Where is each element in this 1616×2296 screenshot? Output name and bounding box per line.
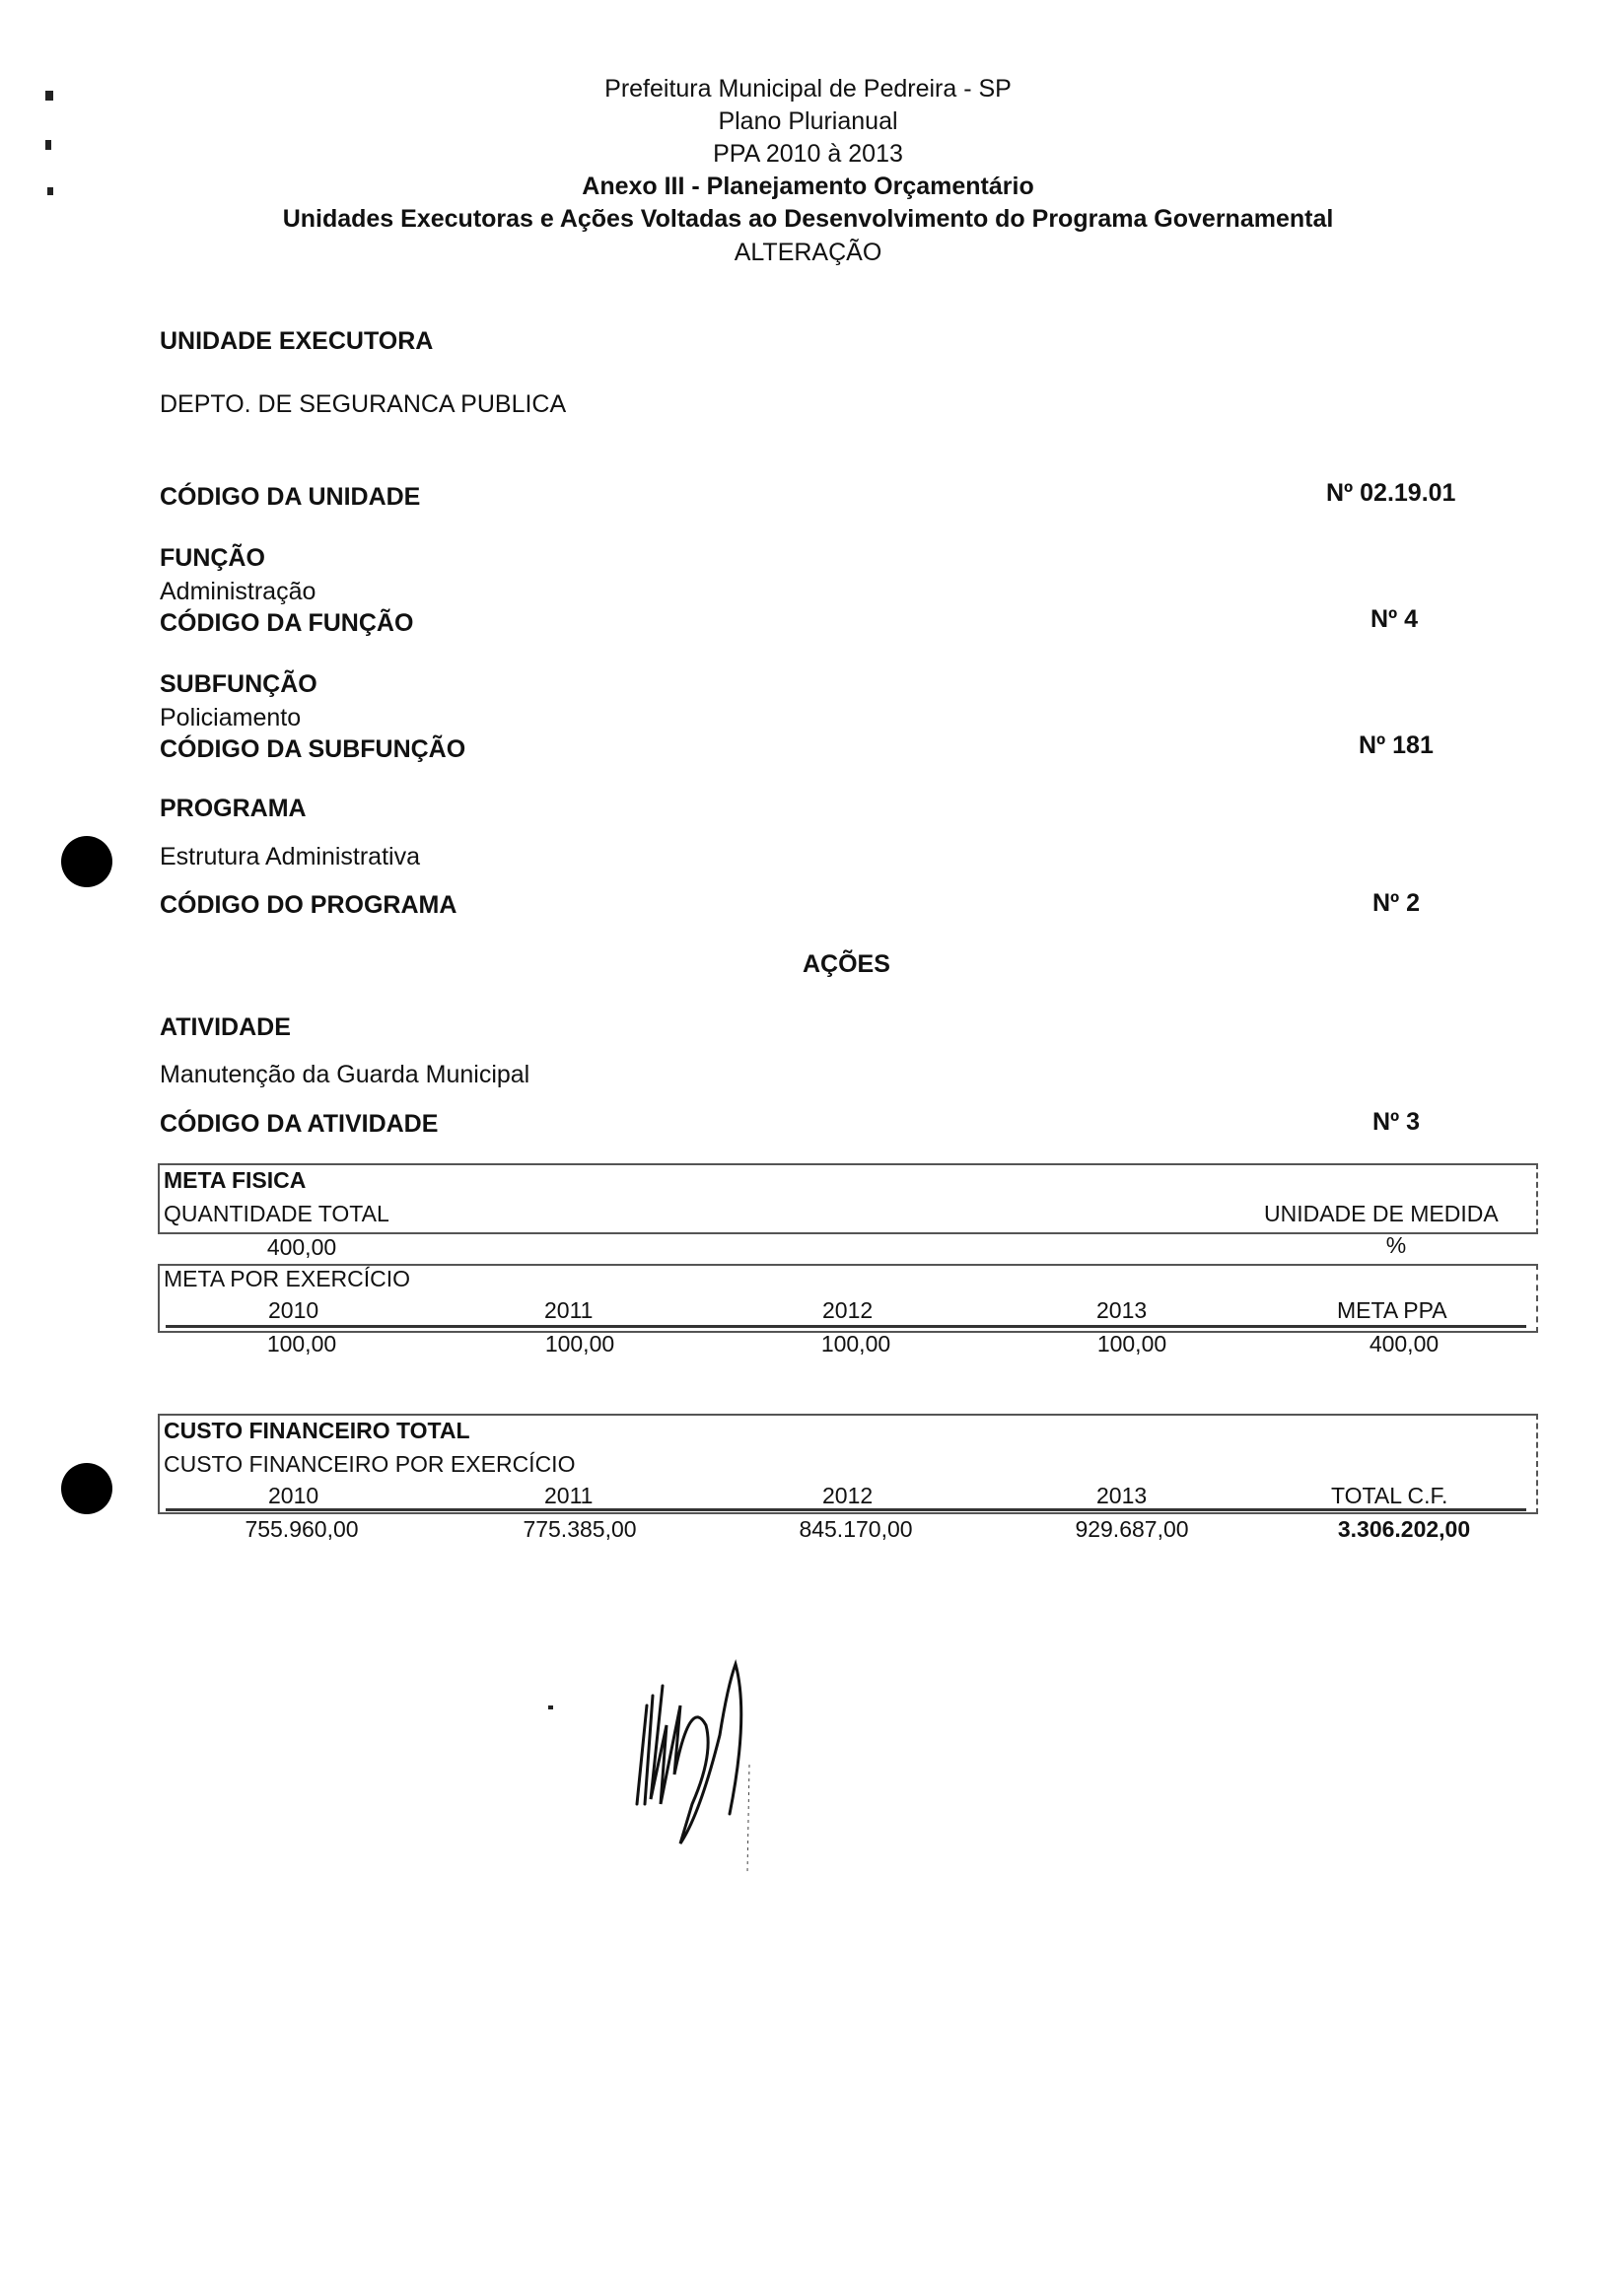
meta-value-2010: 100,00 [266, 1331, 337, 1357]
programa-label: PROGRAMA [160, 795, 307, 822]
header-status: ALTERAÇÃO [734, 239, 882, 266]
header-period: PPA 2010 à 2013 [713, 140, 903, 168]
meta-year-2012: 2012 [822, 1297, 874, 1323]
custo-value-2013: 929.687,00 [1075, 1516, 1189, 1542]
scan-speck [548, 1705, 553, 1709]
custo-title: CUSTO FINANCEIRO TOTAL [164, 1418, 470, 1443]
meta-per-year-label: META POR EXERCÍCIO [164, 1266, 411, 1291]
meta-qty-label: QUANTIDADE TOTAL [164, 1201, 389, 1226]
funcao-value: Administração [160, 578, 316, 605]
signature [611, 1656, 769, 1883]
header-annex: Anexo III - Planejamento Orçamentário [582, 173, 1034, 200]
programa-code: Nº 2 [1372, 889, 1421, 917]
custo-year-2013: 2013 [1096, 1483, 1148, 1508]
acoes-title: AÇÕES [803, 950, 890, 978]
atividade-value: Manutenção da Guarda Municipal [160, 1061, 530, 1088]
custo-year-2010: 2010 [268, 1483, 319, 1508]
meta-year-2011: 2011 [544, 1297, 594, 1323]
custo-year-2011: 2011 [544, 1483, 594, 1508]
subfuncao-code-label: CÓDIGO DA SUBFUNÇÃO [160, 735, 466, 763]
funcao-code-label: CÓDIGO DA FUNÇÃO [160, 609, 414, 637]
scan-dash [166, 1325, 1526, 1328]
funcao-code: Nº 4 [1370, 605, 1419, 633]
meta-value-2012: 100,00 [820, 1331, 891, 1357]
meta-total-label: META PPA [1337, 1297, 1447, 1323]
programa-value: Estrutura Administrativa [160, 843, 420, 870]
custo-per-year-label: CUSTO FINANCEIRO POR EXERCÍCIO [164, 1451, 576, 1477]
custo-value-2011: 775.385,00 [523, 1516, 637, 1542]
custo-value-2012: 845.170,00 [799, 1516, 913, 1542]
meta-value-2013: 100,00 [1096, 1331, 1167, 1357]
header-subtitle: Unidades Executoras e Ações Voltadas ao Desenvolvimento do Programa Governamental [282, 205, 1334, 233]
atividade-label: ATIVIDADE [160, 1013, 291, 1041]
meta-unit-value: % [1385, 1232, 1407, 1258]
header-plan: Plano Plurianual [718, 107, 898, 135]
meta-qty-value: 400,00 [266, 1234, 337, 1260]
scan-dash [166, 1508, 1526, 1511]
meta-year-2013: 2013 [1096, 1297, 1148, 1323]
atividade-code: Nº 3 [1372, 1108, 1421, 1136]
custo-total-label: TOTAL C.F. [1331, 1483, 1448, 1508]
subfuncao-value: Policiamento [160, 704, 302, 731]
programa-code-label: CÓDIGO DO PROGRAMA [160, 891, 457, 919]
punch-hole [61, 836, 112, 887]
header-municipality: Prefeitura Municipal de Pedreira - SP [604, 75, 1012, 103]
unidade-code-label: CÓDIGO DA UNIDADE [160, 483, 421, 511]
punch-hole [61, 1463, 112, 1514]
custo-value-2010: 755.960,00 [245, 1516, 359, 1542]
unidade-value: DEPTO. DE SEGURANCA PUBLICA [160, 390, 567, 418]
custo-total-value: 3.306.202,00 [1337, 1516, 1471, 1542]
meta-unit-label: UNIDADE DE MEDIDA [1264, 1201, 1499, 1226]
subfuncao-code: Nº 181 [1359, 731, 1434, 759]
atividade-code-label: CÓDIGO DA ATIVIDADE [160, 1110, 439, 1138]
meta-fisica-title: META FISICA [164, 1167, 307, 1193]
unidade-label: UNIDADE EXECUTORA [160, 327, 434, 355]
subfuncao-label: SUBFUNÇÃO [160, 670, 317, 698]
funcao-label: FUNÇÃO [160, 544, 265, 572]
meta-total-value: 400,00 [1369, 1331, 1440, 1357]
unidade-code: Nº 02.19.01 [1326, 479, 1456, 507]
custo-year-2012: 2012 [822, 1483, 874, 1508]
meta-value-2011: 100,00 [544, 1331, 615, 1357]
meta-year-2010: 2010 [268, 1297, 319, 1323]
